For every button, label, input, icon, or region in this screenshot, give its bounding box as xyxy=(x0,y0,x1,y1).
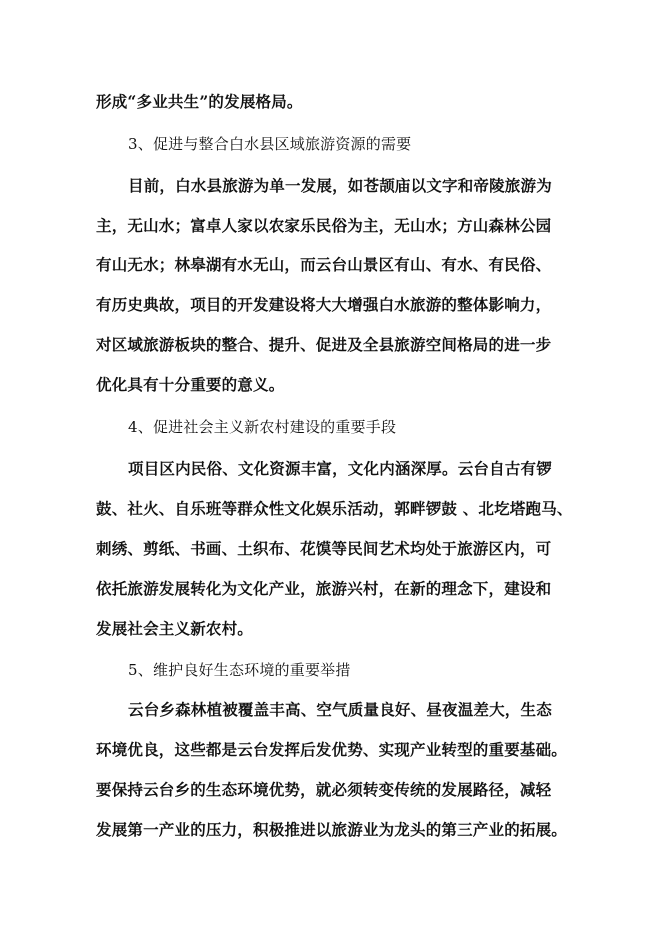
paragraph-line: 鼓、社火、自乐班等群众性文化娱乐活动，郭畔锣鼓 、北圪塔跑马、 xyxy=(96,499,573,518)
paragraph-line: 优化具有十分重要的意义。 xyxy=(96,375,285,394)
section-heading: 3、促进与整合白水县区域旅游资源的需要 xyxy=(128,135,412,153)
paragraph-line: 项目区内民俗、文化资源丰富，文化内涵深厚。云台自古有锣 xyxy=(128,459,552,478)
paragraph-line: 环境优良，这些都是云台发挥后发优势、实现产业转型的重要基础。 xyxy=(96,740,568,759)
paragraph-line: 对区域旅游板块的整合、提升、促进及全县旅游空间格局的进一步 xyxy=(96,335,552,354)
paragraph-line: 主，无山水；富卓人家以农家乐民俗为主，无山水；方山森林公园 xyxy=(96,216,552,235)
paragraph-line: 目前，白水县旅游为单一发展，如苍颉庙以文字和帝陵旅游为 xyxy=(128,176,552,195)
section-heading: 4、促进社会主义新农村建设的重要手段 xyxy=(128,418,397,436)
paragraph-line: 要保持云台乡的生态环境优势，就必须转变传统的发展路径，减轻 xyxy=(96,780,552,799)
paragraph-line: 形成“多业共生”的发展格局。 xyxy=(96,92,303,111)
paragraph-line: 有山无水；林皋湖有水无山，而云台山景区有山、有水、有民俗、 xyxy=(96,255,552,274)
paragraph-line: 刺绣、剪纸、书画、土织布、花馍等民间艺术均处于旅游区内，可 xyxy=(96,539,552,558)
paragraph-line: 有历史典故，项目的开发建设将大大增强白水旅游的整体影响力， xyxy=(96,295,552,314)
paragraph-line: 发展社会主义新农村。 xyxy=(96,619,254,638)
paragraph-line: 发展第一产业的压力，积极推进以旅游业为龙头的第三产业的拓展。 xyxy=(96,820,568,839)
paragraph-line: 依托旅游发展转化为文化产业，旅游兴村，在新的理念下，建设和 xyxy=(96,579,552,598)
paragraph-line: 云台乡森林植被覆盖丰高、空气质量良好、昼夜温差大，生态 xyxy=(128,700,552,719)
section-heading: 5、维护良好生态环境的重要举措 xyxy=(128,661,351,679)
